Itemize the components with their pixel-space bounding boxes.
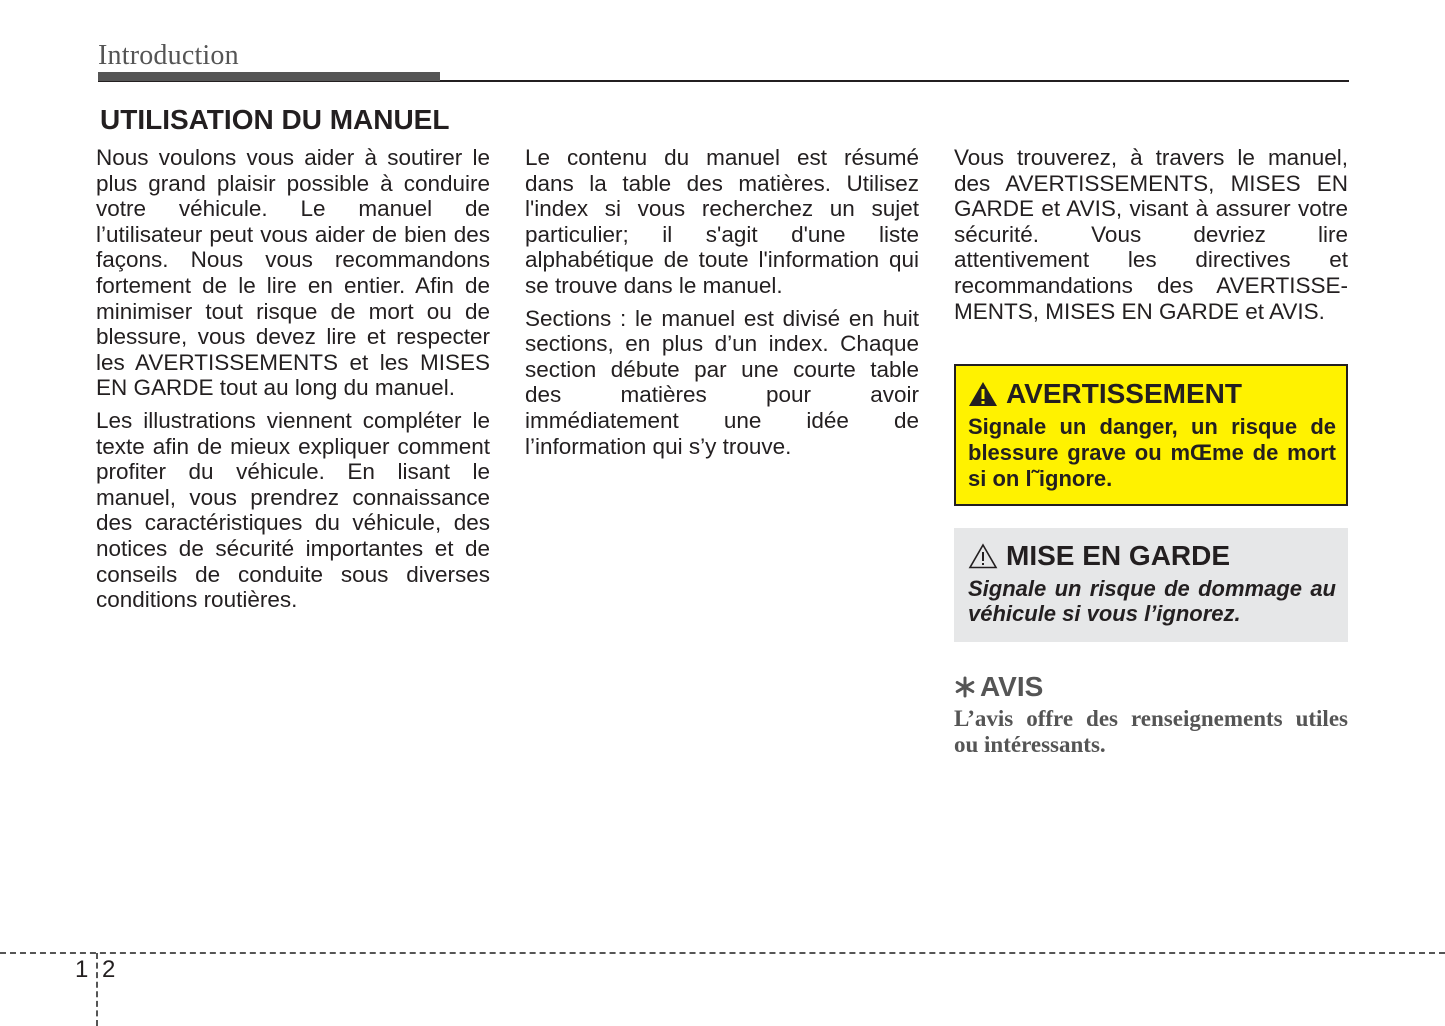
warning-triangle-filled-icon (968, 381, 998, 407)
paragraph: Les illustrations viennent compléter le texte afin de mieux expliquer comment profiter du véhicule. En lisant le manuel, vous prendrez connaissance des caractéristiques du véhicule, des notices de sécurité importantes et de conseils de conduite sous diverses conditions routières. (96, 407, 490, 613)
paragraph: Le contenu du manuel est résumé dans la table des matières. Utilisez l'index si vous recherchez un sujet particulier; il s'agit d'une liste alphabétique de toute l'information qui se trouve dans le manuel. (525, 145, 919, 298)
asterisk-icon (954, 676, 976, 698)
notice-title: AVIS (980, 671, 1044, 702)
warning-header (968, 378, 1242, 410)
paragraph: Sections : le manuel est divisé en huit sections, en plus d’un index. Chaque section débute par une courte table des matières pour avoir immédiatement une idée de l’information qui s’y trouve. (525, 305, 919, 459)
paragraph: Vous trouverez, à travers le manuel, des AVERTISSEMENTS, MISES EN GARDE et AVIS, visant à assurer votre sécurité. Vous devriez lire attentivement les directives et recommandations des AVERTISSE-MENTS, MISES EN GARDE et AVIS. (954, 145, 1348, 324)
caution-header (968, 540, 1230, 572)
caution-title: MISE EN GARDE (1006, 540, 1231, 571)
warning-text: Signale un danger, un risque de blessure grave ou mŒme de mort si on l˜ignore. (968, 414, 1336, 491)
chapter-number: 1 (75, 956, 89, 983)
header-rule-accent (98, 72, 440, 81)
footer-page-divider (96, 953, 98, 1026)
page-title: UTILISATION DU MANUEL (100, 104, 450, 135)
warning-title: AVERTISSEMENT (1006, 378, 1242, 409)
column-3 (954, 145, 1348, 331)
column-2 (525, 145, 919, 466)
caution-box (954, 528, 1348, 642)
column-1 (96, 145, 490, 620)
notice-text: L’avis offre des renseignements utiles ou intéressants. (954, 706, 1348, 757)
warning-box (954, 364, 1348, 506)
caution-text: Signale un risque de dommage au véhicule si vous l’ignorez. (968, 576, 1336, 626)
page-number: 2 (102, 956, 116, 983)
warning-triangle-outline-icon (968, 543, 998, 569)
paragraph: Nous voulons vous aider à soutirer le plus grand plaisir possible à conduire votre véhicule. Le manuel de l’utilisateur peut vous aider de bien des façons. Nous vous recommandons fortement de le lire en entier. Afin de minimiser tout risque de mort ou de blessure, vous devez lire et respecter les AVERTISSEMENTS et les MISES EN GARDE tout au long du manuel. (96, 145, 490, 401)
section-label: Introduction (98, 40, 239, 71)
footer-divider (0, 952, 1445, 954)
notice-header (954, 671, 1043, 703)
